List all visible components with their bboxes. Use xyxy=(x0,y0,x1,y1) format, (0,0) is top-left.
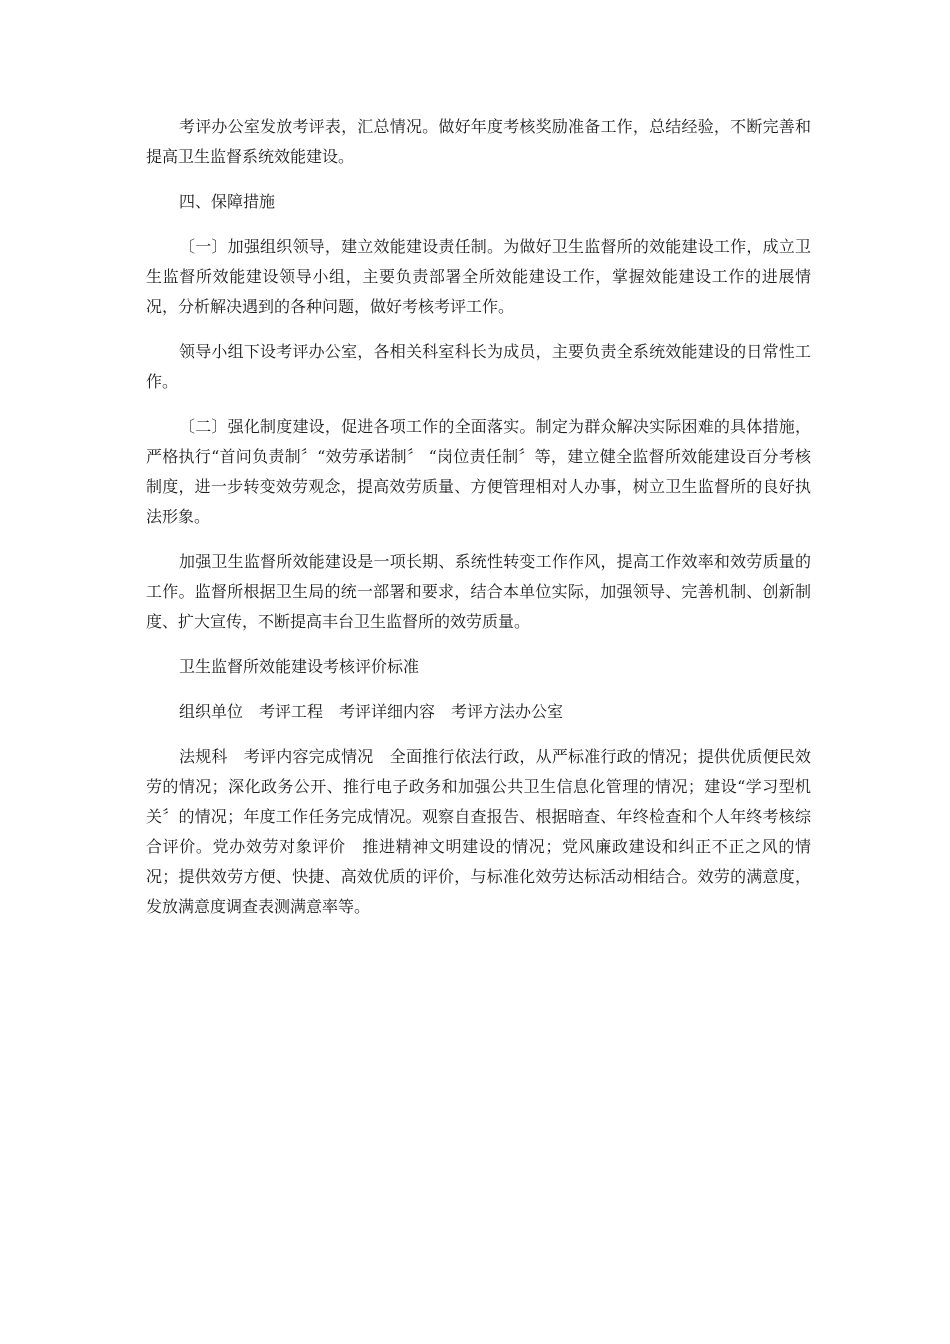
paragraph-leading-group: 领导小组下设考评办公室，各相关科室科长为成员，主要负责全系统效能建设的日常性工作。 xyxy=(146,342,811,391)
section-heading: 四、保障措施 xyxy=(179,192,276,211)
table-title: 卫生监督所效能建设考核评价标准 xyxy=(179,657,420,676)
paragraph-organization-leadership: 〔一〕加强组织领导，建立效能建设责任制。为做好卫生监督所的效能建设工作，成立卫生监督所效能建设领导小组，主要负责部署全所效能建设工作，掌握效能建设工作的进展情况，分析解决遇到的各种问题，做好考核考评工作。 xyxy=(146,237,811,316)
paragraph-efficiency-summary: 加强卫生监督所效能建设是一项长期、系统性转变工作作风，提高工作效率和效劳质量的工作。监督所根据卫生局的统一部署和要求，结合本单位实际，加强领导、完善机制、创新制度、扩大宣传，不断提高丰台卫生监督所的效劳质量。 xyxy=(146,552,811,631)
document-body xyxy=(146,112,811,937)
paragraph-system-construction: 〔二〕强化制度建设，促进各项工作的全面落实。制定为群众解决实际困难的具体措施，严格执行“首问负责制〞“效劳承诺制〞 “岗位责任制〞等，建立健全监督所效能建设百分考核制度，进一步转变效劳观念，提高效劳质量、方便管理相对人办事，树立卫生监督所的良好执法形象。 xyxy=(146,417,811,526)
paragraph-evaluation-content: 法规科 考评内容完成情况 全面推行依法行政，从严标准行政的情况；提供优质便民效劳的情况；深化政务公开、推行电子政务和加强公共卫生信息化管理的情况；建设“学习型机关〞的情况；年度工作任务完成情况。观察自查报告、根据暗查、年终检查和个人年终考核综合评价。党办效劳对象评价 推进精神文明建设的情况；党风廉政建设和纠正不正之风的情况；提供效劳方便、快捷、高效优质的评价，与标准化效劳达标活动相结合。效劳的满意度，发放满意度调查表测满意率等。 xyxy=(146,747,811,916)
paragraph-evaluation-office: 考评办公室发放考评表，汇总情况。做好年度考核奖励准备工作，总结经验，不断完善和提高卫生监督系统效能建设。 xyxy=(146,117,811,166)
table-header-row: 组织单位 考评工程 考评详细内容 考评方法办公室 xyxy=(179,702,564,721)
